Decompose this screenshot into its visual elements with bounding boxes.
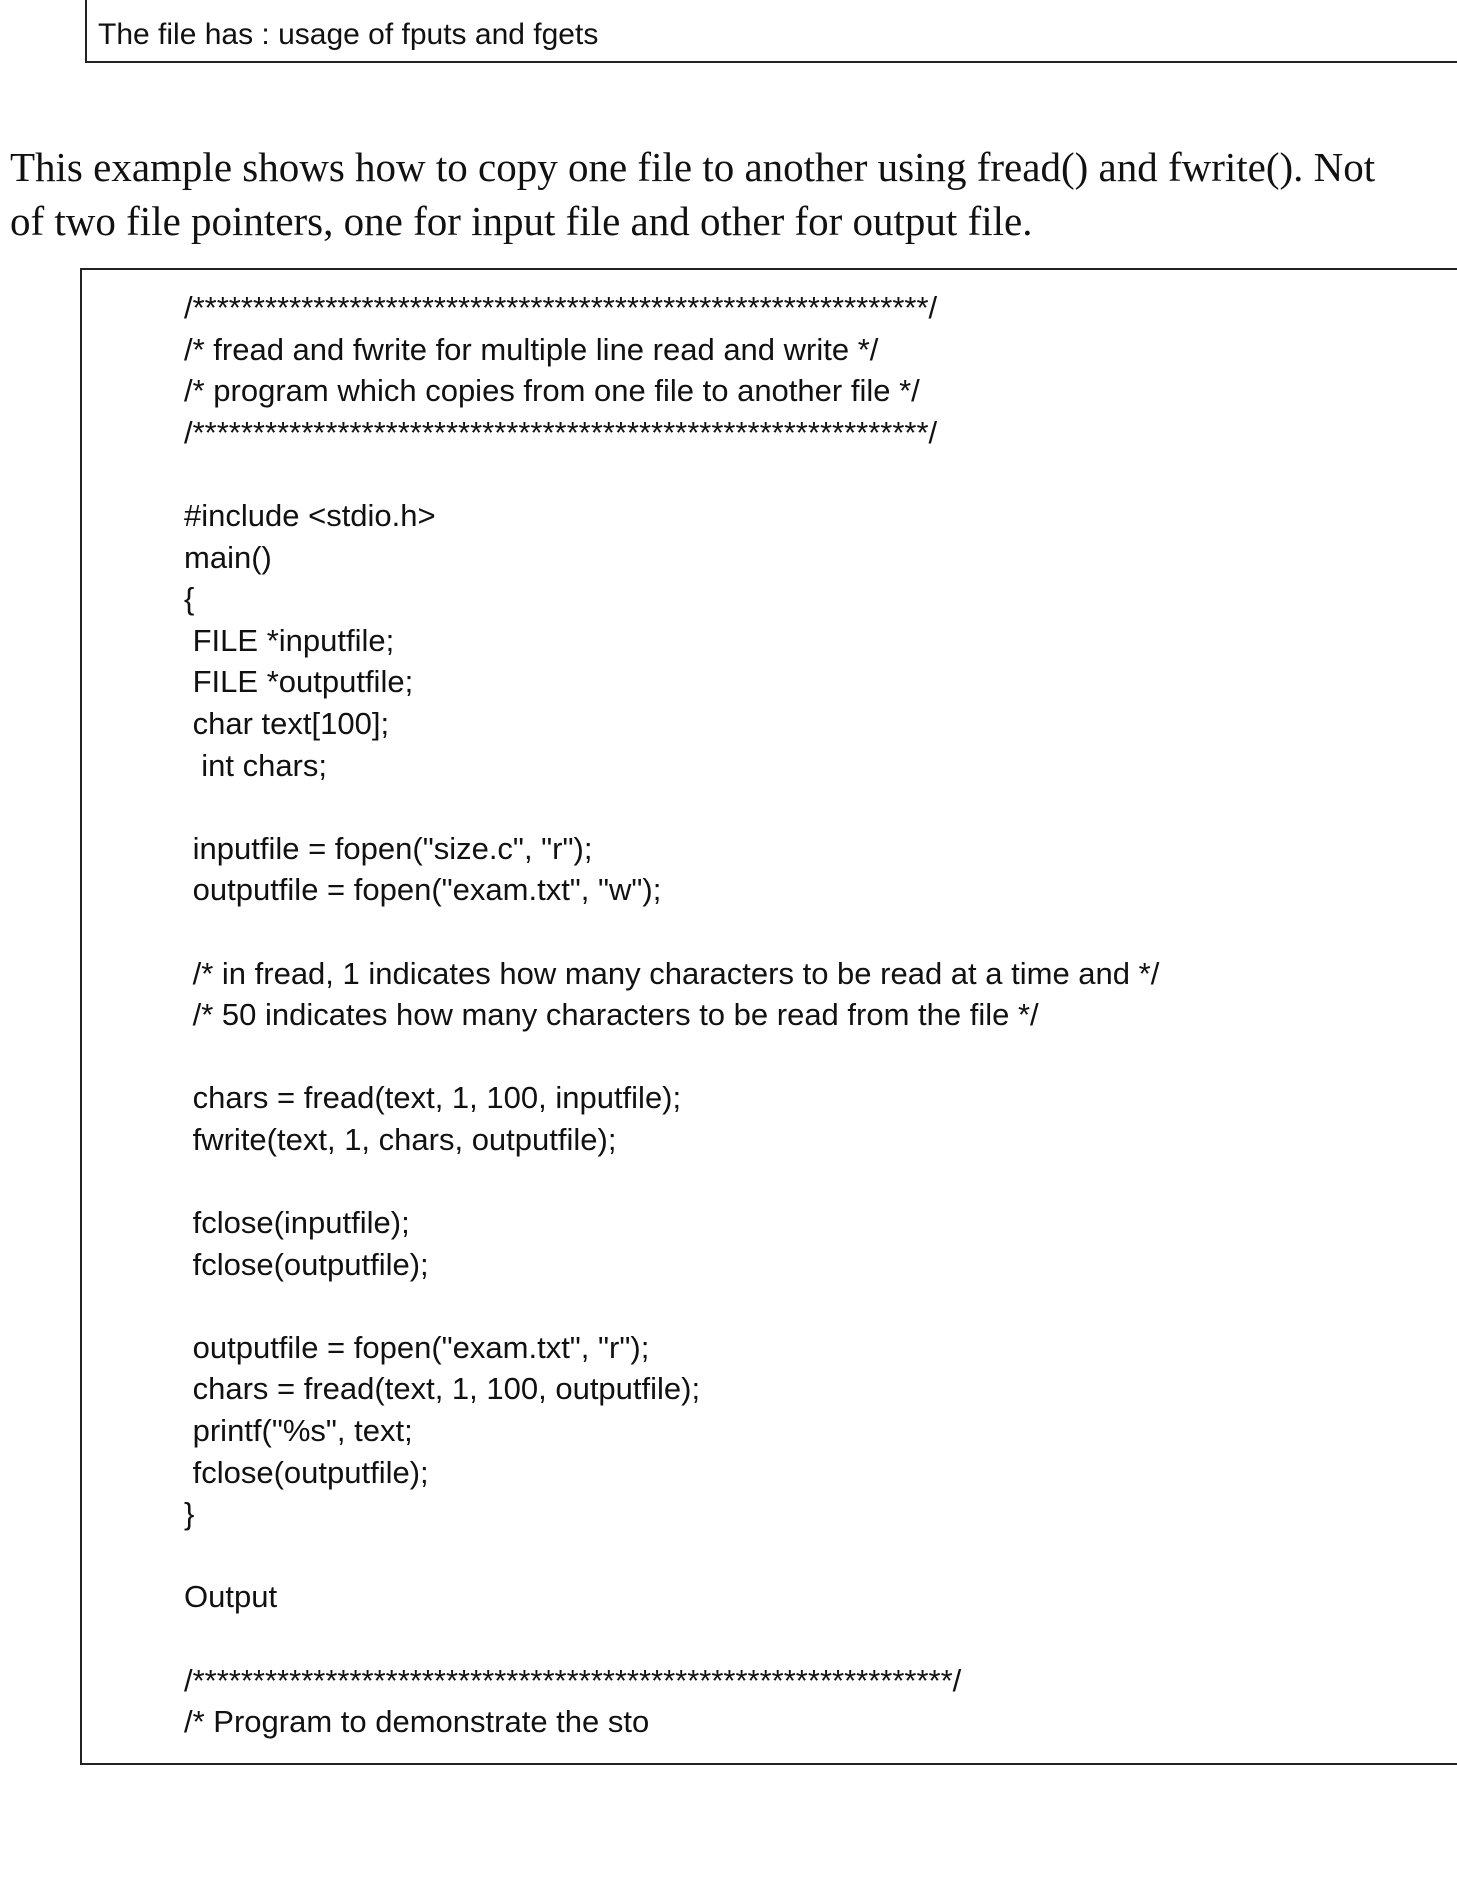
code-line: /* 50 indicates how many characters to be read from the file */ xyxy=(184,997,1039,1033)
code-line: outputfile = fopen("exam.txt", "w"); xyxy=(184,872,662,908)
code-line: /* in fread, 1 indicates how many characters to be read at a time and */ xyxy=(184,955,1160,991)
code-line: char text[100]; xyxy=(184,705,390,741)
code-line: /*************************************************************/ xyxy=(184,290,938,325)
previous-output-text: The file has : usage of fputs and fgets xyxy=(98,18,599,51)
code-listing xyxy=(184,287,1159,1743)
code-line: } xyxy=(184,1496,195,1532)
code-line: #include <stdio.h> xyxy=(184,497,436,533)
code-line: printf("%s", text; xyxy=(184,1413,413,1449)
code-line xyxy=(184,1285,1159,1327)
code-line: chars = fread(text, 1, 100, inputfile); xyxy=(184,1080,682,1116)
code-line: FILE *outputfile; xyxy=(184,664,414,700)
code-line xyxy=(184,1618,1159,1660)
code-line xyxy=(184,453,1159,495)
code-line xyxy=(184,911,1159,953)
code-line: chars = fread(text, 1, 100, outputfile); xyxy=(184,1371,701,1407)
code-line: main() xyxy=(184,539,272,575)
code-line: int chars; xyxy=(184,747,327,783)
code-line xyxy=(184,1535,1159,1577)
code-line: inputfile = fopen("size.c", "r"); xyxy=(184,830,593,866)
code-line: fclose(outputfile); xyxy=(184,1246,429,1282)
code-line: FILE *inputfile; xyxy=(184,622,395,658)
code-line: /* program which copies from one file to another file */ xyxy=(184,373,920,409)
code-line: fclose(inputfile); xyxy=(184,1205,410,1241)
description-paragraph xyxy=(10,140,1457,248)
code-line: /* Program to demonstrate the sto xyxy=(184,1704,650,1740)
code-line: /*************************************************************/ xyxy=(184,414,938,450)
paragraph-line: of two file pointers, one for input file and other for output file. xyxy=(10,198,1033,244)
code-line: outputfile = fopen("exam.txt", "r"); xyxy=(184,1329,650,1365)
code-line: /***************************************************************/ xyxy=(184,1662,962,1698)
paragraph-line: This example shows how to copy one file to another using fread() and fwrite(). Not xyxy=(10,144,1376,190)
code-line xyxy=(184,1036,1159,1078)
code-line xyxy=(184,786,1159,828)
code-line: { xyxy=(184,581,195,617)
code-line: /* fread and fwrite for multiple line read and write */ xyxy=(184,331,879,367)
code-line: fwrite(text, 1, chars, outputfile); xyxy=(184,1121,617,1157)
code-line: Output xyxy=(184,1579,278,1615)
code-line xyxy=(184,1160,1159,1202)
code-line: fclose(outputfile); xyxy=(184,1454,429,1490)
